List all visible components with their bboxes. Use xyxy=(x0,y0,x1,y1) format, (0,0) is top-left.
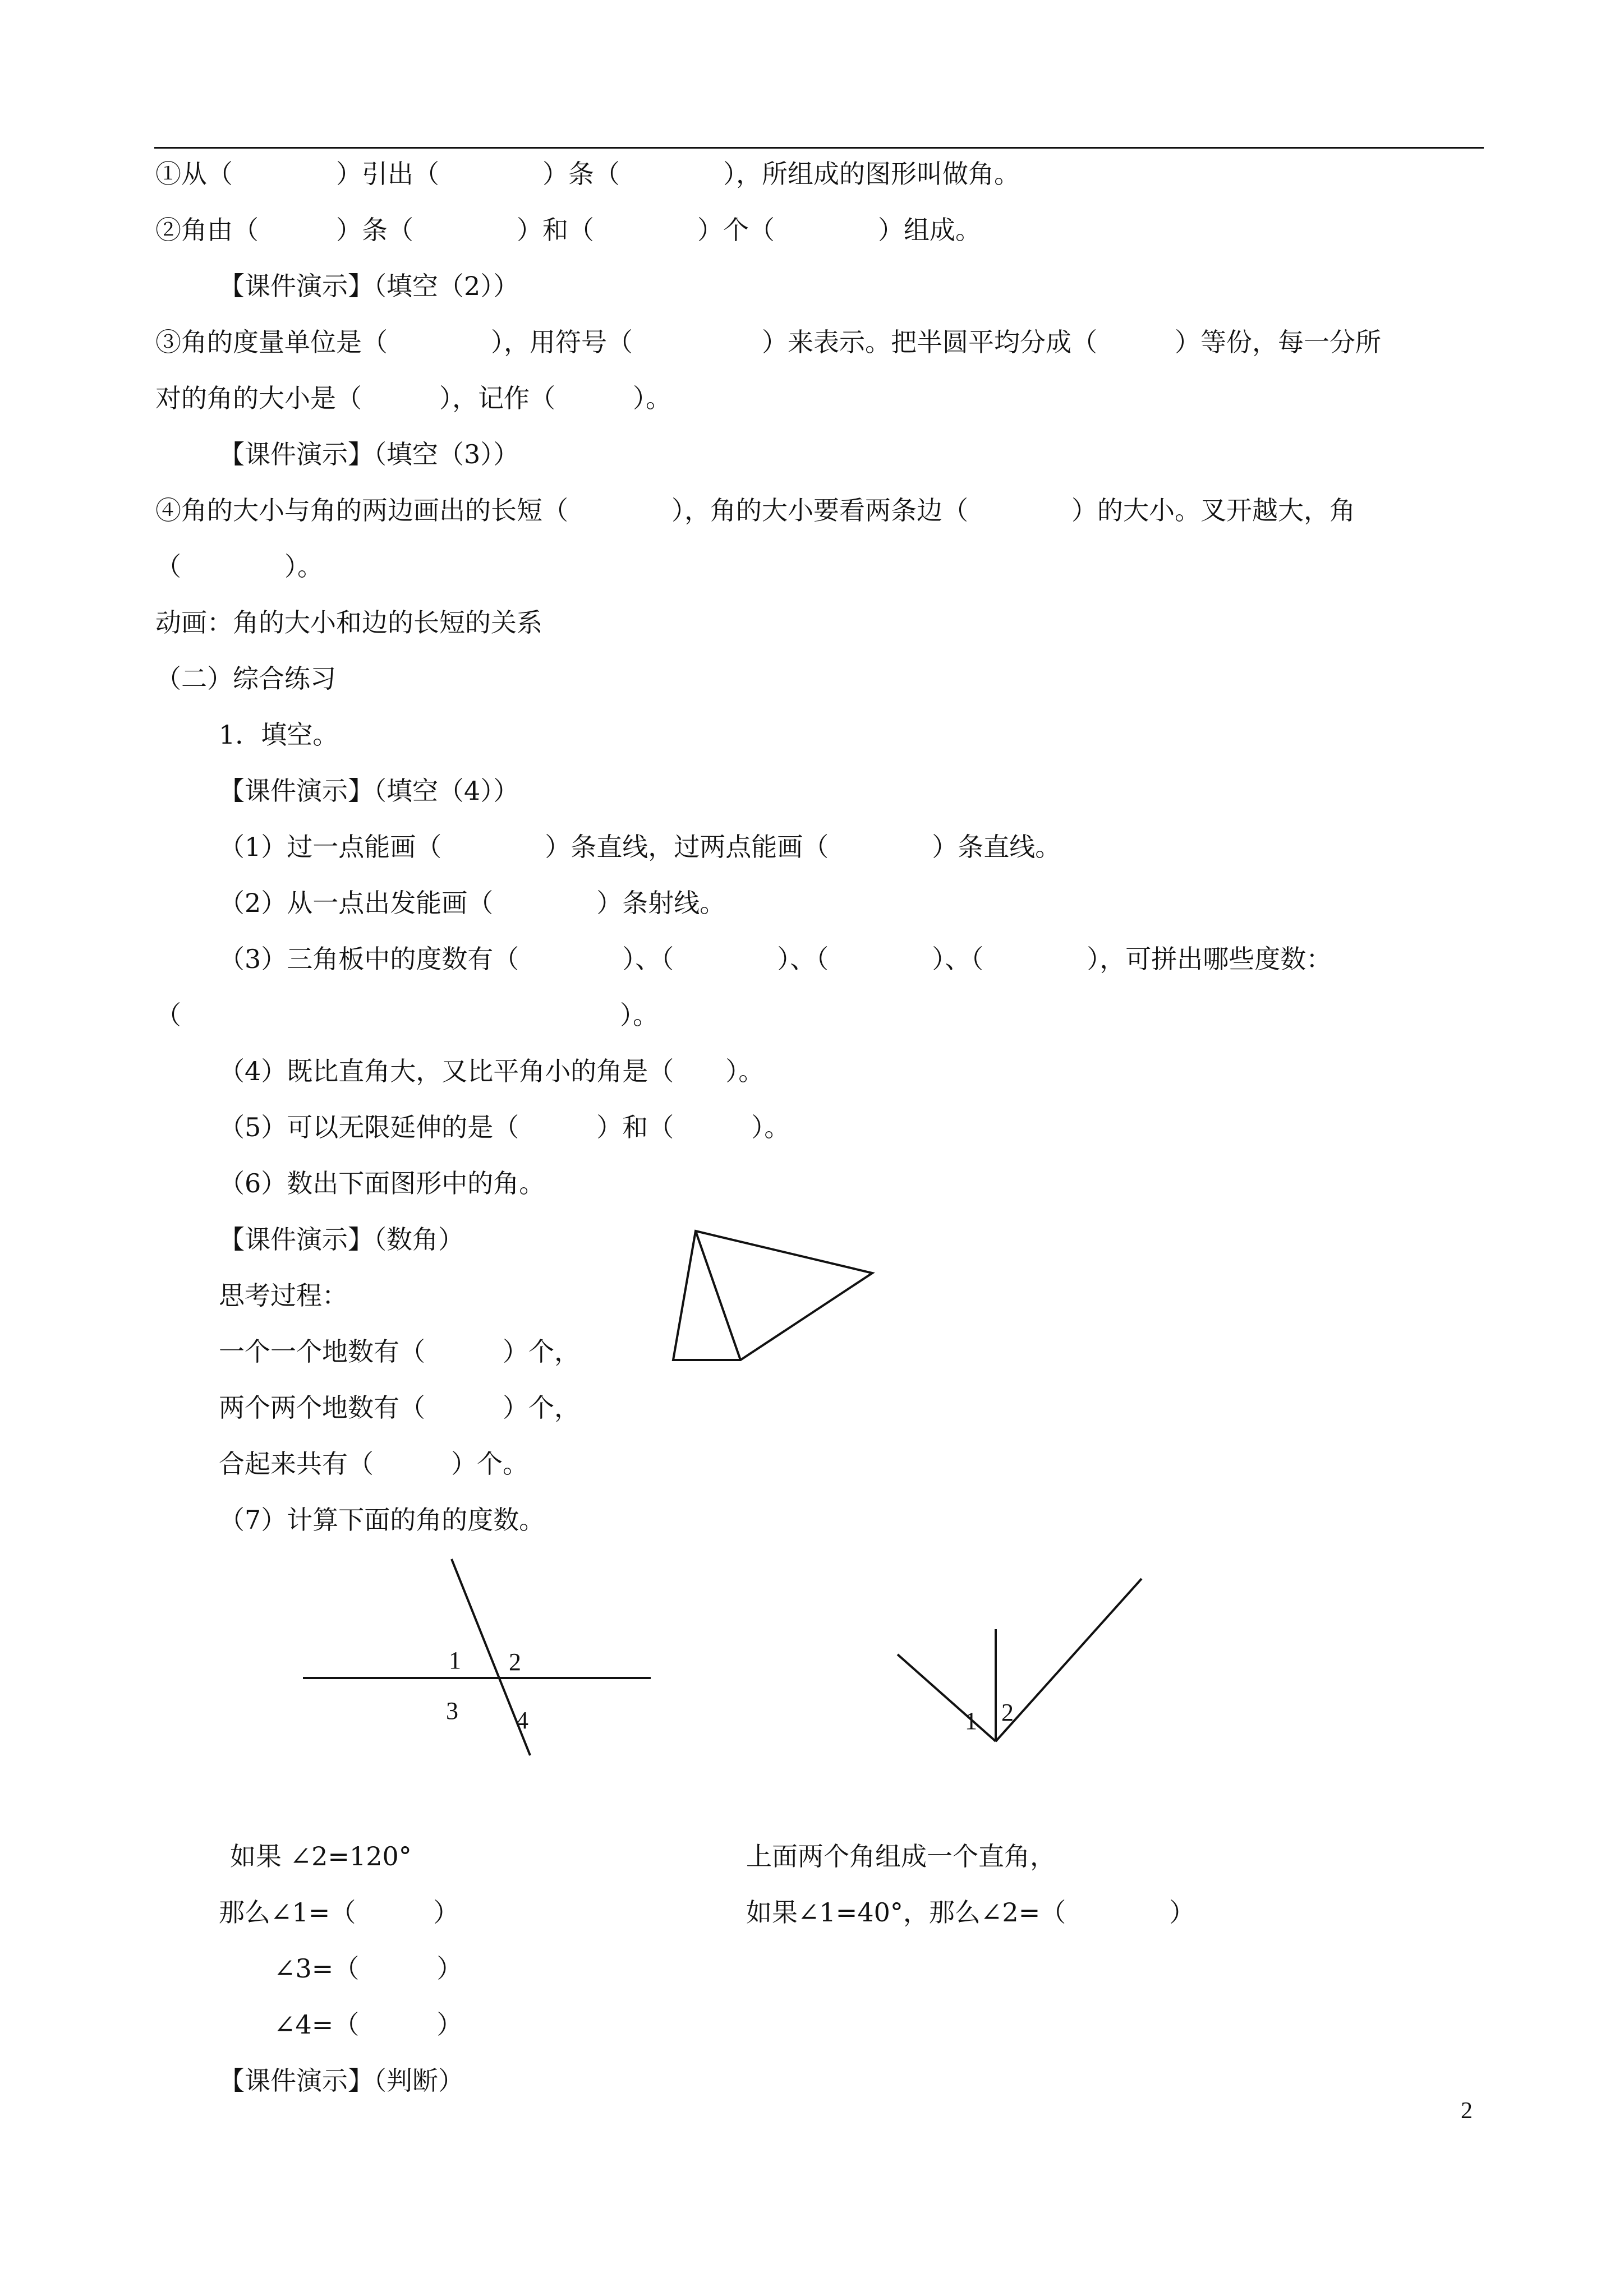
fill-line-2: ②角由（ ）条（ ）和（ ）个（ ）组成。 xyxy=(155,215,981,245)
courseware-demo-label: 【课件演示】（判断） xyxy=(219,2066,464,2096)
count-total: 合起来共有（ ）个。 xyxy=(219,1449,528,1479)
fill-line-3: ③角的度量单位是（ ），用符号（ ）来表示。把半圆平均分成（ ）等份，每一分所 xyxy=(155,327,1381,357)
question-item-2: （2）从一点出发能画（ ）条射线。 xyxy=(219,888,726,918)
angle-label-3: 3 xyxy=(446,1697,458,1725)
thinking-process: 思考过程： xyxy=(219,1280,348,1311)
question-item-7: （7）计算下面的角的度数。 xyxy=(219,1505,545,1535)
question-item-5: （5）可以无限延伸的是（ ）和（ ）。 xyxy=(219,1112,790,1142)
fill-line-4: ④角的大小与角的两边画出的长短（ ），角的大小要看两条边（ ）的大小。叉开越大，角 xyxy=(155,495,1355,525)
count-one-by-one: 一个一个地数有（ ）个， xyxy=(219,1336,580,1367)
answer-angle-3: ∠3=（ ） xyxy=(274,1953,463,1984)
angle-label-4: 4 xyxy=(516,1707,528,1734)
question-item-3: （3）三角板中的度数有（ ）、（ ）、（ ）、（ ），可拼出哪些度数： xyxy=(219,944,1332,974)
answer-angle-4: ∠4=（ ） xyxy=(274,2009,463,2040)
right-ray xyxy=(996,1579,1142,1741)
answer-angle-1: 那么∠1=（ ） xyxy=(219,1897,459,1928)
inner-diagonal xyxy=(696,1231,740,1360)
angle-label-1: 1 xyxy=(965,1707,977,1735)
fill-line-3-cont: 对的角的大小是（ ），记作（ ）。 xyxy=(155,383,671,413)
given-angle-2: 如果 ∠2=120° xyxy=(230,1841,412,1871)
question-item-6: （6）数出下面图形中的角。 xyxy=(219,1168,545,1198)
animation-note: 动画：角的大小和边的长短的关系 xyxy=(155,607,542,638)
right-angle-question: 如果∠1=40°，那么∠2=（ ） xyxy=(746,1897,1195,1928)
angle-label-1: 1 xyxy=(449,1647,461,1674)
question-item-4: （4）既比直角大，又比平角小的角是（ ）。 xyxy=(219,1056,765,1086)
section-heading: （二）综合练习 xyxy=(155,663,336,694)
left-ray xyxy=(898,1654,996,1741)
header-rule xyxy=(154,147,1484,149)
right-angle-figure xyxy=(886,1570,1156,1755)
question-item-1: （1）过一点能画（ ）条直线，过两点能画（ ）条直线。 xyxy=(219,832,1061,862)
question-heading: 1．填空。 xyxy=(219,720,339,750)
angle-label-2: 2 xyxy=(509,1648,521,1676)
fill-line-4-cont: （ ）。 xyxy=(155,551,323,582)
count-two-by-two: 两个两个地数有（ ）个， xyxy=(219,1393,580,1423)
courseware-demo-label: 【课件演示】（填空（4）） xyxy=(219,776,519,806)
courseware-demo-label: 【课件演示】（填空（2）） xyxy=(219,271,519,301)
intersecting-lines-figure xyxy=(292,1553,696,1767)
question-item-3-cont: （ ）。 xyxy=(155,1000,659,1030)
courseware-demo-label: 【课件演示】（填空（3）） xyxy=(219,439,519,469)
right-angle-statement: 上面两个角组成一个直角， xyxy=(746,1841,1056,1871)
triangle-figure xyxy=(662,1217,886,1374)
fill-line-1: ①从（ ）引出（ ）条（ ），所组成的图形叫做角。 xyxy=(155,159,1020,189)
courseware-demo-label: 【课件演示】（数角） xyxy=(219,1224,464,1255)
page-number: 2 xyxy=(1461,2098,1473,2124)
angle-label-2: 2 xyxy=(1001,1699,1014,1726)
